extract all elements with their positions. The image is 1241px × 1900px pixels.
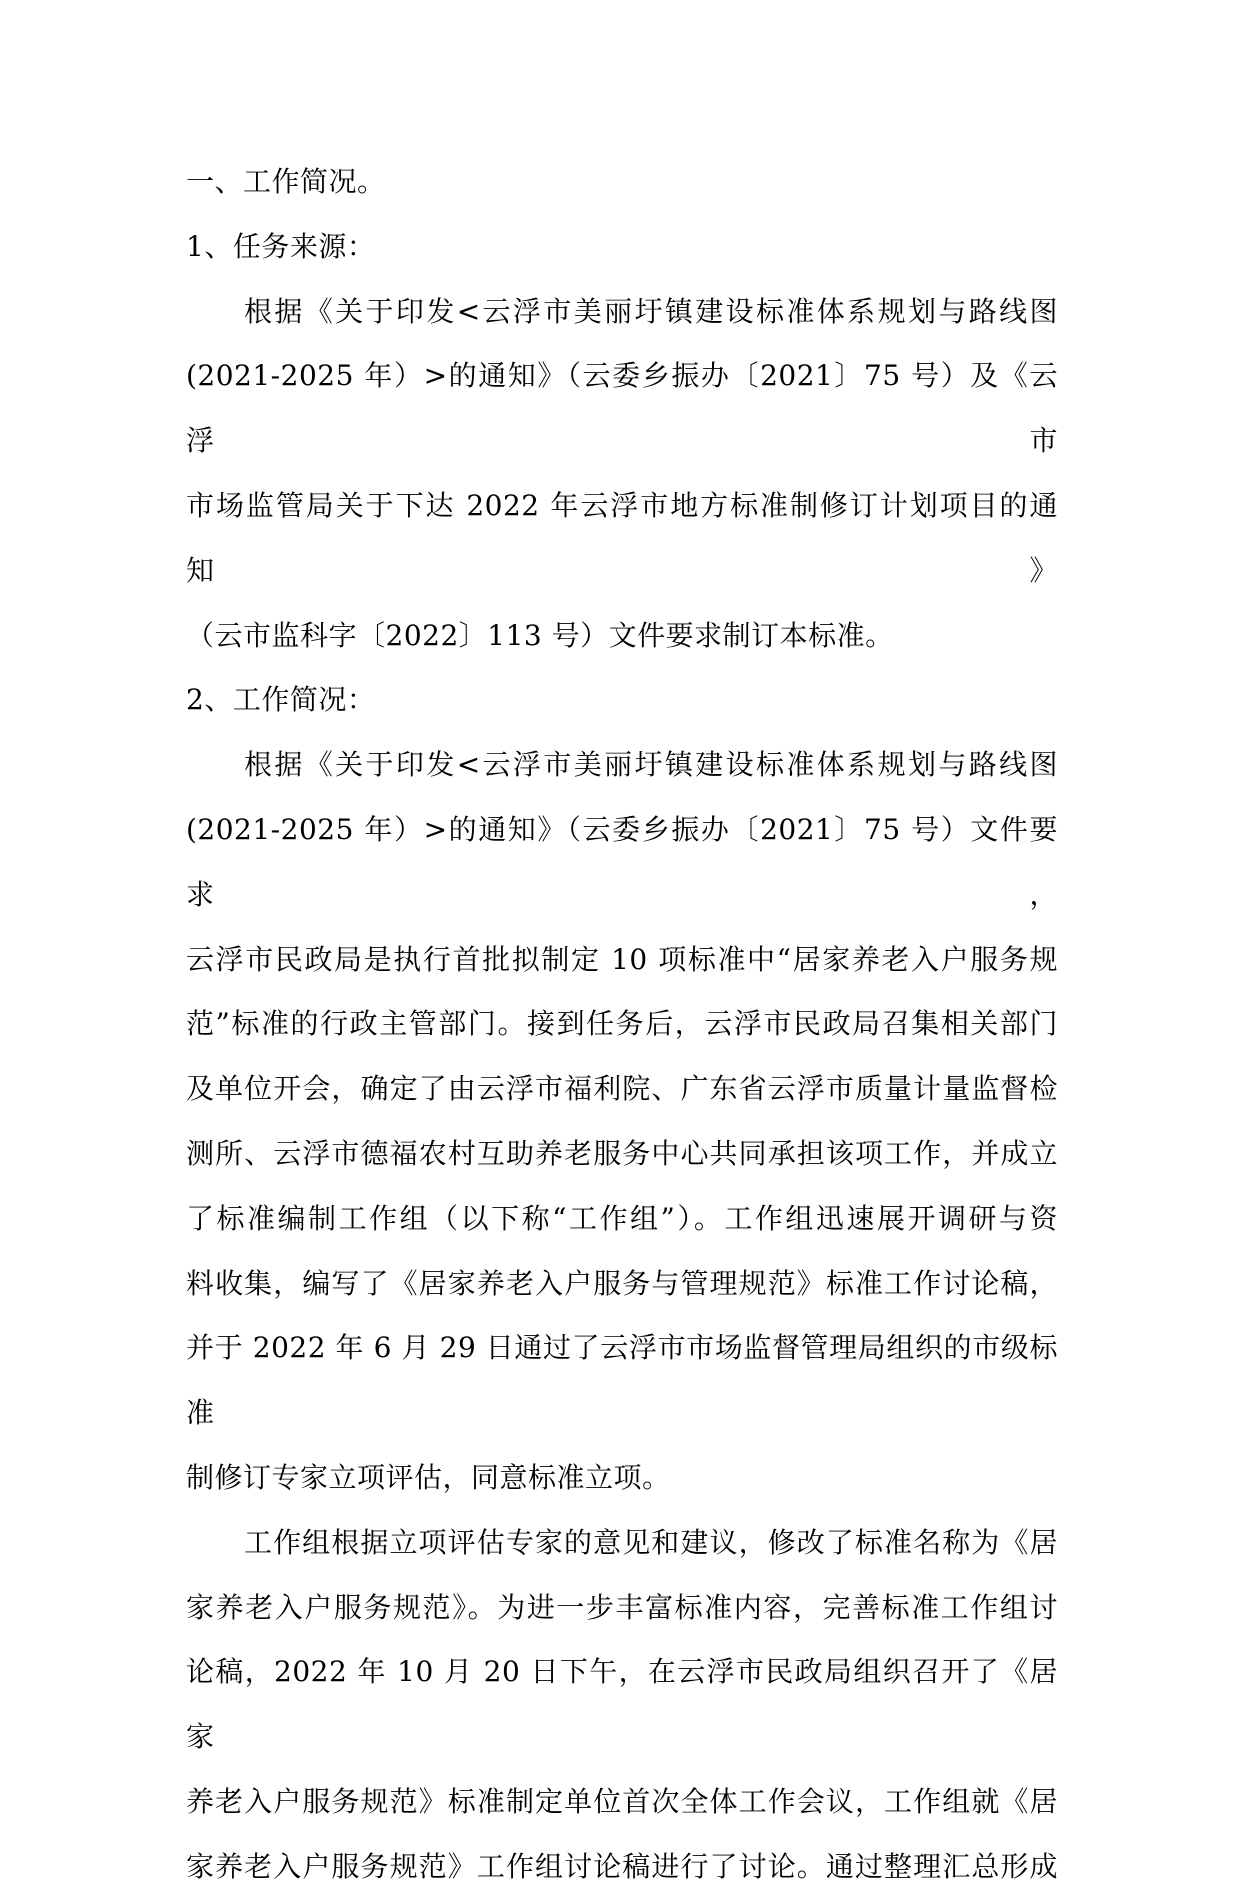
text-line: 市场监管局关于下达 2022 年云浮市地方标准制修订计划项目的通知》 [186,488,1058,587]
text-line: (2021-2025 年）>的通知》（云委乡振办〔2021〕75 号）文件要求， [186,812,1058,911]
paragraph-section-heading [186,150,1058,215]
text-line: 家养老入户服务规范》。为进一步丰富标准内容，完善标准工作组讨 [186,1590,1058,1624]
paragraph-list-heading [186,668,1058,733]
text-line: 并于 2022 年 6 月 29 日通过了云浮市市场监督管理局组织的市级标准 [186,1331,1058,1430]
text-line: 制修订专家立项评估，同意标准立项。 [186,1460,671,1494]
text-line: 料收集，编写了《居家养老入户服务与管理规范》标准工作讨论稿， [186,1266,1058,1300]
text-line: 工作组根据立项评估专家的意见和建议，修改了标准名称为《居 [244,1525,1058,1559]
text-line: 家养老入户服务规范》工作组讨论稿进行了讨论。通过整理汇总形成 [186,1849,1058,1883]
text-line: 1、任务来源： [186,229,376,263]
text-line: 一、工作简况。 [186,165,386,198]
document-body [186,150,1058,1900]
text-line: 测所、云浮市德福农村互助养老服务中心共同承担该项工作，并成立 [186,1136,1058,1170]
paragraph-body-paragraph [186,733,1058,1511]
paragraph-list-heading [186,215,1058,280]
text-line: 范”标准的行政主管部门。接到任务后，云浮市民政局召集相关部门 [186,1007,1058,1041]
paragraph-body-paragraph [186,1511,1058,1900]
text-line: 了标准编制工作组（以下称“工作组”）。工作组迅速展开调研与资 [186,1201,1058,1235]
text-line: 及单位开会，确定了由云浮市福利院、广东省云浮市质量计量监督检 [186,1072,1058,1106]
paragraph-body-paragraph [186,280,1058,669]
text-line: 养老入户服务规范》标准制定单位首次全体工作会议，工作组就《居 [186,1784,1058,1818]
text-line: 根据《关于印发<云浮市美丽圩镇建设标准体系规划与路线图 [244,294,1058,328]
text-line: （云市监科字〔2022〕113 号）文件要求制订本标准。 [186,618,894,652]
text-line: 根据《关于印发<云浮市美丽圩镇建设标准体系规划与路线图 [244,748,1058,782]
text-line: (2021-2025 年）>的通知》（云委乡振办〔2021〕75 号）及《云浮市 [186,359,1058,458]
text-line: 2、工作简况： [186,683,376,717]
text-line: 论稿，2022 年 10 月 20 日下午，在云浮市民政局组织召开了《居家 [186,1655,1058,1754]
text-line: 云浮市民政局是执行首批拟制定 10 项标准中“居家养老入户服务规 [186,942,1058,976]
